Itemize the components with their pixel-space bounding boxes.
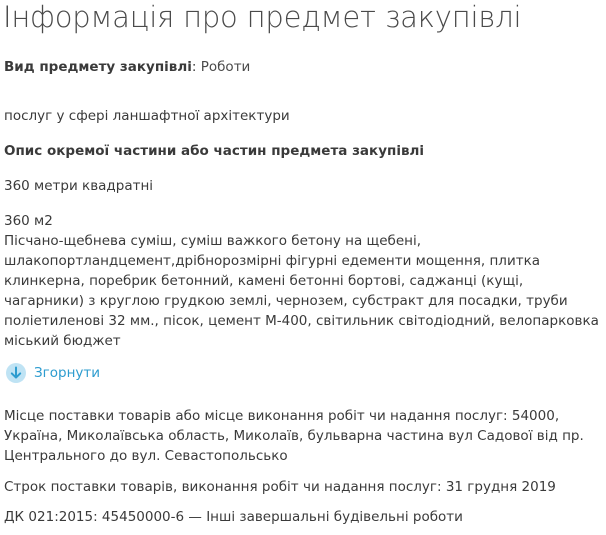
classification-code: ДК 021:2015: 45450000-6 — Інші завершальні будівельні роботи bbox=[4, 509, 463, 525]
lot-details bbox=[4, 211, 602, 351]
collapse-button[interactable] bbox=[6, 363, 100, 383]
quantity-text: 360 метри квадратні bbox=[4, 178, 154, 194]
lot-heading: Опис окремої частини або частин предмета закупівлі bbox=[4, 143, 425, 159]
subject-type-value: Роботи bbox=[200, 59, 251, 75]
collapse-label: Згорнути bbox=[34, 365, 101, 381]
details-budget: міський бюджет bbox=[4, 333, 121, 349]
details-materials: Пісчано-щебнева суміш, суміш важкого бетону на щебені, шлакопортландцемент,дрібнорозмірні фігурні едементи мощення, плитка клинкерна, поребрик бетонний, камені бетонні бортові, саджанці (кущі, чагарники) з круглою грудкою землі, чернозем, субстракт для посадки, труби поліетиленові 32 мм., пісок, цемент М-400, світильник світодіодний, велопарковка bbox=[4, 233, 599, 329]
details-area: 360 м2 bbox=[4, 213, 53, 229]
arrow-down-circle-icon bbox=[6, 363, 26, 383]
subject-type-label: Вид предмету закупівлі bbox=[4, 59, 192, 75]
delivery-term: Строк поставки товарів, виконання робіт чи надання послуг: 31 грудня 2019 bbox=[4, 479, 556, 495]
delivery-place: Місце поставки товарів або місце виконання робіт чи надання послуг: 54000, Україна, Миколаївська область, Миколаїв, бульварна частина вул Садової від пр. Центрального до вул. Севастопольсько bbox=[4, 408, 584, 464]
subject-type-row bbox=[4, 57, 250, 77]
service-description: послуг у сфері ланшафтної архітектури bbox=[4, 108, 290, 124]
subject-type-colon: : bbox=[191, 59, 201, 75]
page-title: Інформація про предмет закупівлі bbox=[3, 0, 522, 34]
